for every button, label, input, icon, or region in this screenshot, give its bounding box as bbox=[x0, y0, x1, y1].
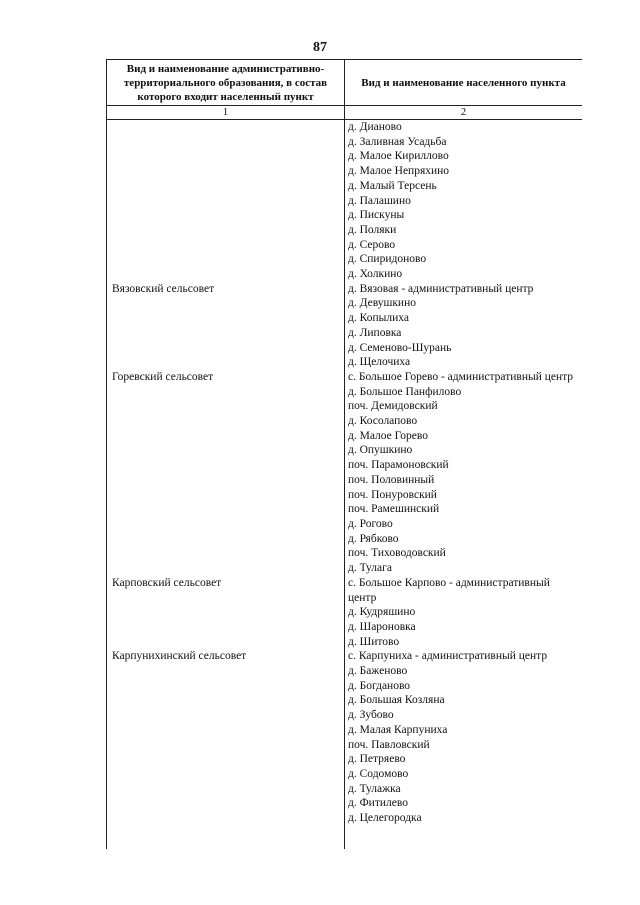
settlement-cell: д. Зубово bbox=[348, 709, 394, 722]
settlement-cell: д. Тулажка bbox=[348, 782, 401, 795]
settlement-cell: д. Тулага bbox=[348, 562, 392, 575]
settlement-cell: д. Палашино bbox=[348, 194, 411, 207]
settlement-cell: поч. Половинный bbox=[348, 473, 435, 486]
settlement-cell: д. Малое Кириллово bbox=[348, 150, 449, 163]
settlement-cell: с. Большое Карпово - административный центр bbox=[348, 576, 550, 604]
district-cell: Вязовский сельсовет bbox=[112, 282, 215, 295]
settlement-cell: с. Карпуниха - административный центр bbox=[348, 650, 548, 663]
settlement-cell: д. Липовка bbox=[348, 326, 402, 339]
settlement-cell: д. Рябково bbox=[348, 532, 399, 545]
settlement-cell: д. Щелочиха bbox=[348, 356, 411, 369]
column-divider-left bbox=[106, 120, 344, 849]
settlement-cell: д. Малый Терсень bbox=[348, 179, 437, 192]
settlement-cell: д. Шароновка bbox=[348, 620, 416, 633]
settlement-cell: д. Опушкино bbox=[348, 444, 413, 457]
settlement-cell: д. Холкино bbox=[348, 268, 403, 281]
settlement-cell: д. Пискуны bbox=[348, 209, 405, 222]
settlement-cell: д. Целегородка bbox=[348, 812, 422, 825]
header-col2: Вид и наименование населенного пункта bbox=[344, 60, 582, 105]
column-divider-middle bbox=[344, 120, 582, 849]
settlement-cell: д. Спиридоново bbox=[348, 253, 427, 266]
settlements-table bbox=[106, 59, 582, 849]
settlement-cell: д. Дианово bbox=[348, 121, 402, 133]
settlement-cell: д. Малая Карпуниха bbox=[348, 723, 448, 736]
settlement-cell: поч. Демидовский bbox=[348, 400, 438, 413]
settlement-cell: д. Девушкино bbox=[348, 297, 416, 310]
column-number-row bbox=[106, 106, 582, 120]
district-cell: Карпунихинский сельсовет bbox=[112, 650, 247, 663]
settlement-cell: д. Малое Непряхино bbox=[348, 165, 450, 178]
table-header-row bbox=[106, 60, 582, 106]
settlement-cell: поч. Понуровский bbox=[348, 488, 437, 501]
settlement-cell: д. Фитилево bbox=[348, 797, 408, 810]
settlement-cell: с. Большое Горево - административный центр bbox=[348, 370, 574, 383]
settlement-cell: д. Малое Горево bbox=[348, 429, 428, 442]
settlement-cell: д. Копылиха bbox=[348, 312, 409, 325]
column-number-2: 2 bbox=[344, 106, 582, 119]
settlement-cell: д. Кудряшино bbox=[348, 606, 416, 619]
settlement-cell: поч. Тиховодовский bbox=[348, 547, 446, 560]
settlement-cell: д. Поляки bbox=[348, 223, 397, 236]
settlement-cell: д. Богданово bbox=[348, 679, 411, 692]
settlement-cell: д. Шитово bbox=[348, 635, 400, 648]
district-cell: Карповский сельсовет bbox=[112, 576, 222, 589]
settlement-cell: д. Косолапово bbox=[348, 415, 418, 428]
header-col1: Вид и наименование административно-территориального образования, в состав которого входит населенный пункт bbox=[106, 60, 344, 105]
settlement-cell: поч. Парамоновский bbox=[348, 459, 449, 472]
settlement-cell: д. Заливная Усадьба bbox=[348, 135, 447, 148]
settlement-cell: д. Большое Панфилово bbox=[348, 385, 462, 398]
settlement-cell: поч. Павловский bbox=[348, 738, 430, 751]
district-cell: Горевский сельсовет bbox=[112, 370, 214, 383]
settlement-cell: д. Баженово bbox=[348, 665, 408, 678]
settlement-cell: поч. Рамешинский bbox=[348, 503, 440, 516]
column-number-1: 1 bbox=[106, 106, 344, 119]
settlement-cell: д. Петряево bbox=[348, 753, 406, 766]
settlement-cell: д. Рогово bbox=[348, 517, 393, 530]
page-number: 87 bbox=[313, 40, 327, 55]
table-body bbox=[106, 120, 582, 849]
settlement-cell: д. Содомово bbox=[348, 767, 409, 780]
settlement-cell: д. Семеново-Шурань bbox=[348, 341, 452, 354]
settlement-cell: д. Большая Козляна bbox=[348, 694, 445, 707]
settlement-cell: д. Вязовая - административный центр bbox=[348, 282, 534, 295]
settlement-cell: д. Серово bbox=[348, 238, 396, 251]
